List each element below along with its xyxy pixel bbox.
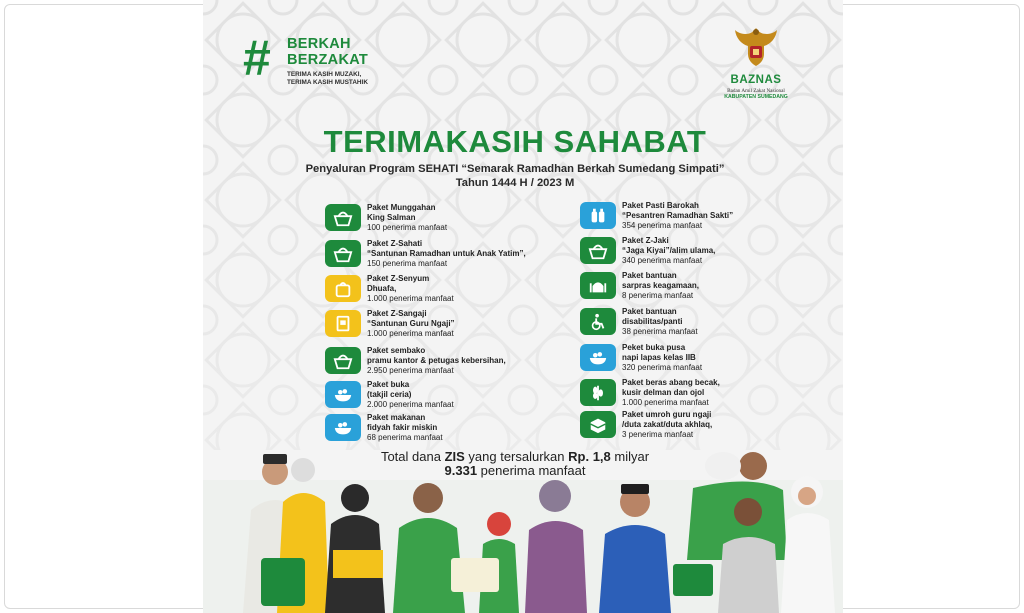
package-icon-box — [580, 344, 616, 371]
package-detail: “Santunan Guru Ngaji” — [367, 319, 455, 328]
package-text — [622, 271, 843, 301]
org-sub-2: KABUPATEN SUMEDANG — [724, 94, 788, 100]
package-text — [367, 239, 597, 269]
package-icon-box — [325, 414, 361, 441]
mosque-icon — [586, 276, 610, 296]
package-name: Peket buka pusa — [622, 343, 686, 352]
package-text — [622, 201, 843, 231]
package-beneficiaries: 68 penerima manfaat — [367, 433, 443, 442]
package-text — [622, 343, 843, 373]
package-icon-box — [325, 347, 361, 374]
package-text — [367, 346, 597, 376]
package-detail: “Santunan Ramadhan untuk Anak Yatim”, — [367, 249, 526, 258]
package-icon-box — [325, 240, 361, 267]
package-name: Paket Z-Sahati — [367, 239, 423, 248]
hashtag-mark: # — [243, 30, 271, 86]
kaaba-icon — [586, 415, 610, 435]
brand-sub-1: TERIMA KASIH MUZAKI, — [287, 71, 362, 78]
package-name: Paket bantuan — [622, 307, 677, 316]
package-name: Paket umroh guru ngaji — [622, 410, 712, 419]
org-sub-1: Badan Amil Zakat Nasional — [727, 88, 785, 94]
package-icon-box — [580, 379, 616, 406]
package-detail: fidyah fakir miskin — [367, 423, 438, 432]
total-funds-line: Total dana ZIS yang tersalurkan Rp. 1,8 milyar — [380, 449, 650, 464]
package-beneficiaries: 1.000 penerima manfaat — [622, 398, 709, 407]
package-name: Paket bantuan — [622, 271, 677, 280]
package-icon-box — [325, 275, 361, 302]
package-icon-box — [580, 202, 616, 229]
package-detail: sarpras keagamaan, — [622, 281, 699, 290]
food-bowl-icon — [586, 348, 610, 368]
package-beneficiaries: 3 penerima manfaat — [622, 430, 694, 439]
package-icon-box — [580, 272, 616, 299]
berkah-berzakat-logo — [243, 30, 413, 96]
package-name: Paket Z-Sangaji — [367, 309, 427, 318]
package-beneficiaries: 2.000 penerima manfaat — [367, 400, 454, 409]
main-title: TERIMAKASIH SAHABAT — [323, 124, 707, 159]
package-beneficiaries: 340 penerima manfaat — [622, 256, 703, 265]
package-icon-box — [580, 237, 616, 264]
package-name: Paket Pasti Barokah — [622, 201, 699, 210]
package-detail: disabilitas/panti — [622, 317, 683, 326]
package-text — [367, 309, 597, 339]
package-detail: napi lapas kelas IIB — [622, 353, 696, 362]
garuda-emblem-icon — [733, 24, 779, 68]
package-detail: (takjil ceria) — [367, 390, 412, 399]
book-icon — [331, 314, 355, 334]
package-text — [622, 410, 843, 440]
food-bowl-icon — [331, 418, 355, 438]
brand-sub-2: TERIMA KASIH MUSTAHIK — [287, 79, 368, 86]
bottles-icon — [586, 206, 610, 226]
package-text — [367, 274, 597, 304]
package-detail: /duta zakat/duta akhlaq, — [622, 420, 713, 429]
package-text — [367, 413, 597, 443]
bag-icon — [331, 279, 355, 299]
package-detail: King Salman — [367, 213, 416, 222]
package-text — [622, 236, 843, 266]
subtitle-program: Penyaluran Program SEHATI “Semarak Ramadhan Berkah Sumedang Simpati” — [305, 163, 725, 175]
package-name: Paket makanan — [367, 413, 426, 422]
package-name: Paket sembako — [367, 346, 426, 355]
package-detail: “Pesantren Ramadhan Sakti” — [622, 211, 734, 220]
package-beneficiaries: 320 penerima manfaat — [622, 363, 703, 372]
package-beneficiaries: 100 penerima manfaat — [367, 223, 448, 232]
package-name: Paket buka — [367, 380, 410, 389]
org-name: BAZNAS — [730, 74, 782, 86]
package-text — [367, 203, 597, 233]
package-icon-box — [325, 381, 361, 408]
package-beneficiaries: 1.000 penerima manfaat — [367, 329, 454, 338]
brand-line-2: BERZAKAT — [287, 52, 369, 68]
basket-icon — [586, 241, 610, 261]
package-beneficiaries: 354 penerima manfaat — [622, 221, 703, 230]
package-icon-box — [580, 308, 616, 335]
package-icon-box — [580, 411, 616, 438]
package-name: Paket Z-Senyum — [367, 274, 430, 283]
basket-icon — [331, 351, 355, 371]
rice-icon — [586, 383, 610, 403]
basket-icon — [331, 244, 355, 264]
subtitle-year: Tahun 1444 H / 2023 M — [455, 177, 575, 189]
package-name: Paket Munggahan — [367, 203, 436, 212]
beneficiaries-photo-collage — [203, 440, 843, 613]
basket-icon — [331, 208, 355, 228]
poster — [203, 0, 843, 613]
package-detail: Dhuafa, — [367, 284, 397, 293]
package-name: Paket beras abang becak, — [622, 378, 720, 387]
brand-line-1: BERKAH — [287, 36, 351, 52]
food-bowl-icon — [331, 385, 355, 405]
package-text — [622, 307, 843, 337]
package-beneficiaries: 2.950 penerima manfaat — [367, 366, 454, 375]
package-text — [622, 378, 843, 408]
package-detail: “Jaga Kiyai”/alim ulama, — [622, 246, 716, 255]
wheelchair-icon — [586, 312, 610, 332]
package-icon-box — [325, 204, 361, 231]
package-detail: kusir delman dan ojol — [622, 388, 705, 397]
package-detail: pramu kantor & petugas kebersihan, — [367, 356, 506, 365]
package-beneficiaries: 1.000 penerima manfaat — [367, 294, 454, 303]
package-text — [367, 380, 597, 410]
total-beneficiaries-line: 9.331 penerima manfaat — [444, 463, 586, 478]
package-icon-box — [325, 310, 361, 337]
package-beneficiaries: 8 penerima manfaat — [622, 291, 694, 300]
package-beneficiaries: 38 penerima manfaat — [622, 327, 698, 336]
package-name: Paket Z-Jaki — [622, 236, 669, 245]
package-beneficiaries: 150 penerima manfaat — [367, 259, 448, 268]
